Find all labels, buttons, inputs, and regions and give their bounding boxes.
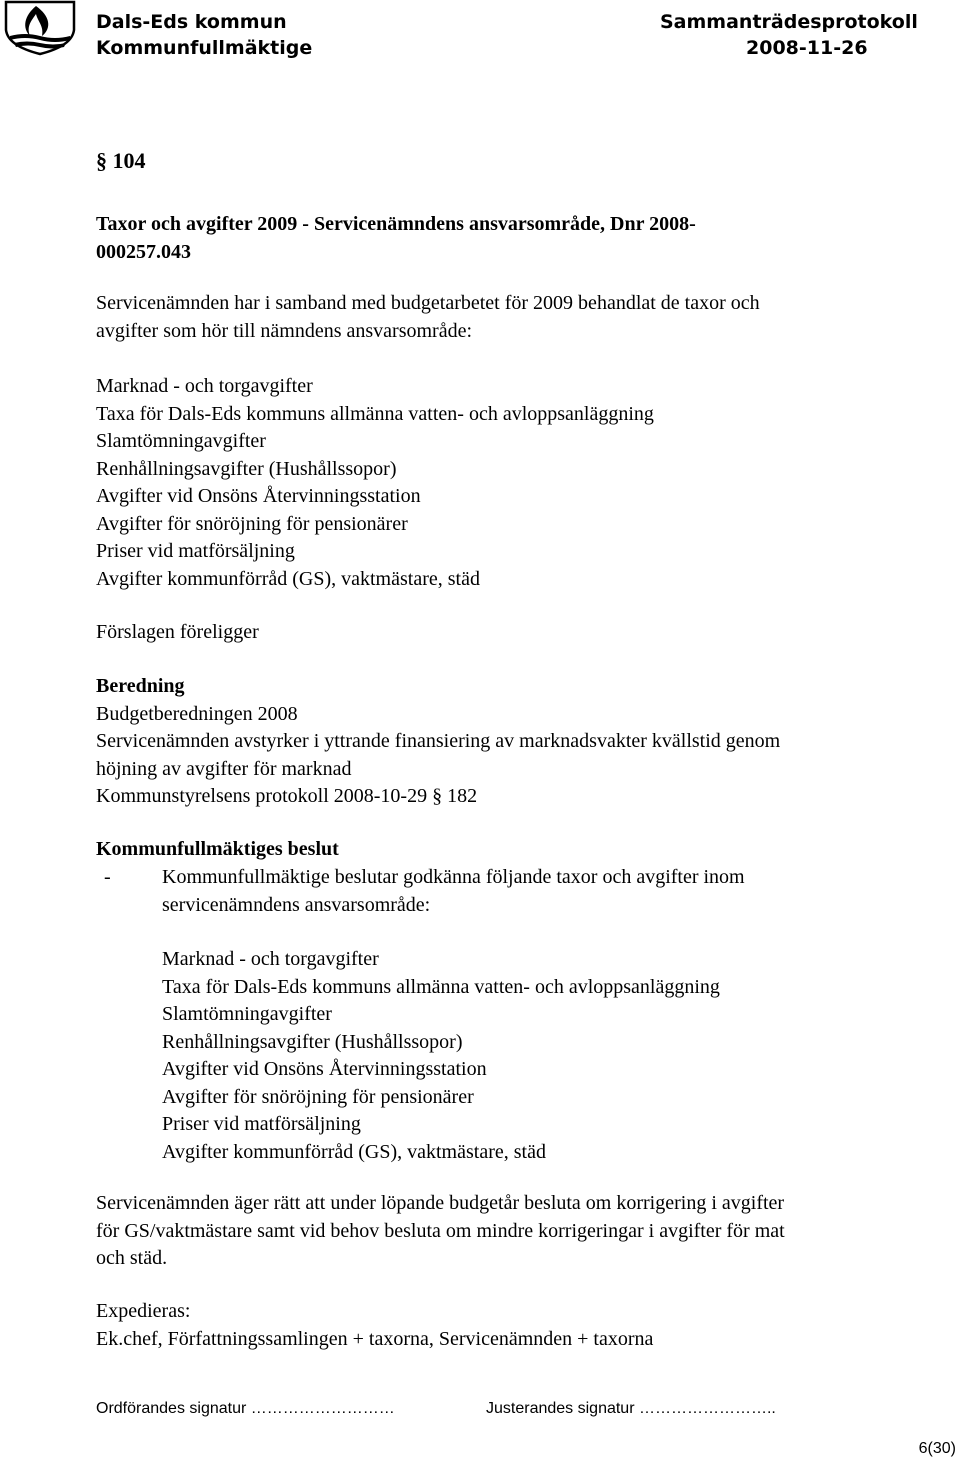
fee-list: [96, 373, 654, 593]
expedieras-label: Expedieras:: [96, 1300, 191, 1322]
beredning-line: Servicenämnden avstyrker i yttrande finansiering av marknadsvakter kvällstid genom: [96, 730, 781, 752]
decision-text: [162, 864, 745, 919]
section-number-value: 104: [112, 148, 146, 173]
decision-list-item: Priser vid matförsäljning: [162, 1113, 361, 1135]
header-municipality: Dals-Eds kommun: [96, 11, 287, 33]
adjuster-signature: Justerandes signatur ……………………..: [486, 1400, 776, 1417]
decision-list-item: Taxa för Dals-Eds kommuns allmänna vatten- och avloppsanläggning: [162, 975, 720, 998]
fee-list-item: Renhållningsavgifter (Hushållssopor): [96, 457, 397, 480]
decision-list: [162, 946, 720, 1166]
fee-list-item: Marknad - och torgavgifter: [96, 375, 313, 397]
intro-line: avgifter som hör till nämndens ansvarsområde:: [96, 319, 473, 342]
decision-list-item: Renhållningsavgifter (Hushållssopor): [162, 1030, 463, 1053]
chair-signature: Ordförandes signatur ………………………: [96, 1400, 395, 1417]
decision-list-item: Avgifter vid Onsöns Återvinningsstation: [162, 1058, 487, 1080]
fee-list-item: Priser vid matförsäljning: [96, 540, 295, 562]
closing-line: och städ.: [96, 1247, 168, 1269]
header-body-name: Kommunfullmäktige: [96, 37, 313, 59]
ks-protocol-reference: [96, 783, 780, 811]
expedieras-recipients: Ek.chef, Författningssamlingen + taxorna, Servicenämnden + taxorna: [96, 1327, 654, 1350]
section-title-line: Taxor och avgifter 2009 - Servicenämndens ansvarsområde, Dnr 2008-: [96, 213, 696, 235]
decision-dash: -: [104, 866, 111, 888]
ks-protocol-text: Kommunstyrelsens protokoll 2008-10-29: [96, 785, 428, 807]
municipality-logo: [0, 0, 80, 56]
paragraph-mark: §: [432, 785, 443, 807]
proposals-text: Förslagen föreligger: [96, 621, 259, 643]
fee-list-item: Avgifter kommunförråd (GS), vaktmästare, städ: [96, 567, 480, 590]
section-number: [96, 148, 146, 174]
decision-list-item: Avgifter för snöröjning för pensionärer: [162, 1085, 474, 1108]
closing-line: för GS/vaktmästare samt vid behov besluta om mindre korrigeringar i avgifter för mat: [96, 1219, 785, 1242]
header-date: 2008-11-26: [746, 37, 868, 59]
intro-paragraph: [96, 290, 760, 345]
beredning-heading: Beredning: [96, 675, 185, 697]
decision-list-item: Avgifter kommunförråd (GS), vaktmästare, städ: [162, 1140, 546, 1163]
decision-line: Kommunfullmäktige beslutar godkänna följande taxor och avgifter inom: [162, 866, 745, 888]
decision-heading: Kommunfullmäktiges beslut: [96, 838, 339, 860]
section-title-line: 000257.043: [96, 240, 191, 263]
decision-list-item: Slamtömningavgifter: [162, 1003, 332, 1025]
closing-paragraph: [96, 1190, 785, 1273]
fee-list-item: Avgifter för snöröjning för pensionärer: [96, 512, 408, 535]
section-title: [96, 211, 696, 266]
beredning-line: höjning av avgifter för marknad: [96, 757, 352, 780]
beredning-line: Budgetberedningen 2008: [96, 702, 298, 725]
fee-list-item: Taxa för Dals-Eds kommuns allmänna vatten- och avloppsanläggning: [96, 402, 654, 425]
closing-line: Servicenämnden äger rätt att under löpande budgetår besluta om korrigering i avgifter: [96, 1192, 785, 1214]
header-doc-type: Sammanträdesprotokoll: [660, 11, 918, 33]
fee-list-item: Slamtömningavgifter: [96, 430, 266, 452]
expedieras-section: [96, 1298, 653, 1353]
beredning-section: [96, 673, 780, 811]
paragraph-mark: §: [96, 148, 107, 173]
decision-list-item: Marknad - och torgavgifter: [162, 948, 379, 970]
fee-list-item: Avgifter vid Onsöns Återvinningsstation: [96, 485, 421, 507]
page-number: 6(30): [918, 1440, 956, 1457]
decision-line: servicenämndens ansvarsområde:: [162, 893, 431, 916]
intro-line: Servicenämnden har i samband med budgetarbetet för 2009 behandlat de taxor och: [96, 292, 760, 314]
ks-protocol-number: 182: [447, 785, 478, 807]
